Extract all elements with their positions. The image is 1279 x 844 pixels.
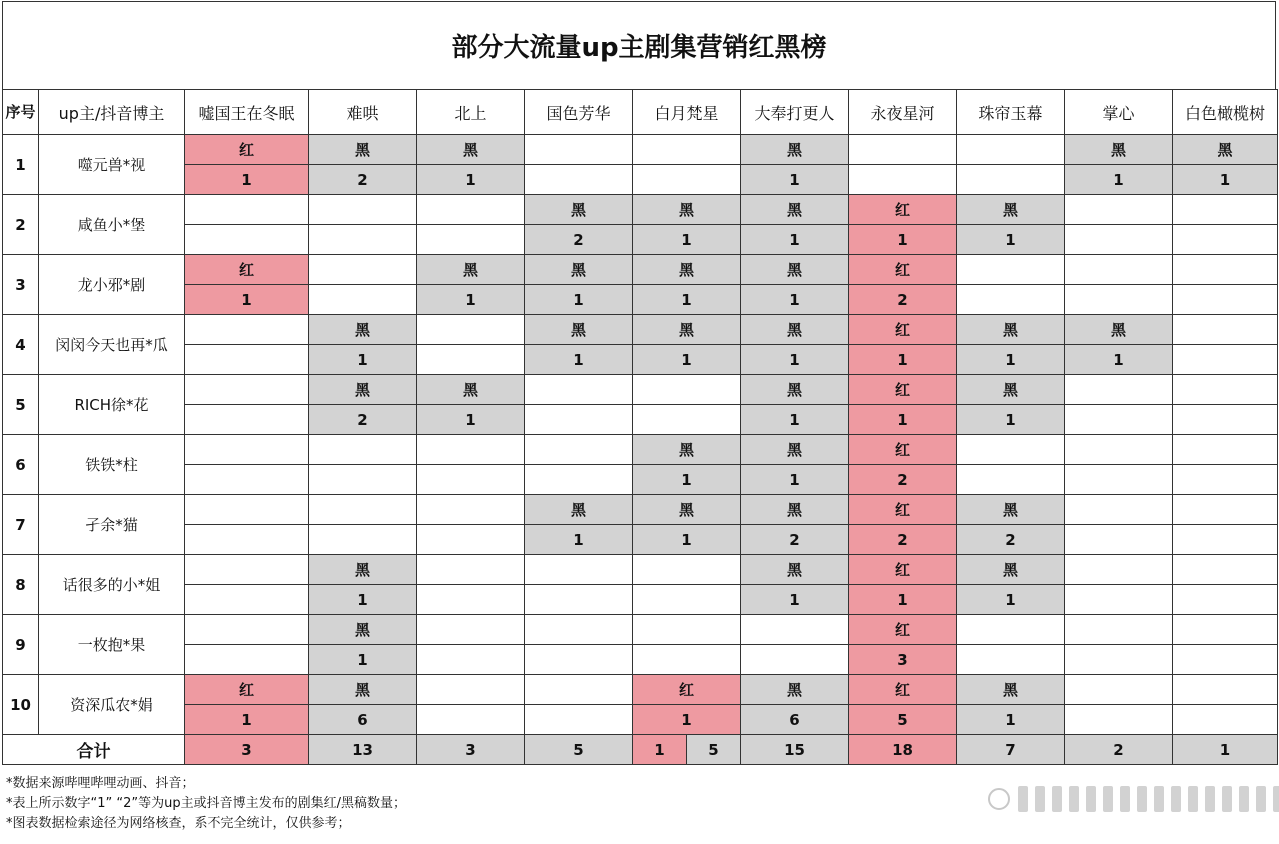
count-cell [1173,465,1278,495]
mark-cell: 黑 [741,375,849,405]
count-cell: 1 [849,225,957,255]
row-seq: 7 [3,495,39,555]
mark-cell [309,495,417,525]
total-cell: 2 [1065,735,1173,765]
mark-cell: 红 [849,555,957,585]
table-row [3,315,1278,345]
count-cell: 2 [525,225,633,255]
row-creator-name: 咸鱼小*堡 [39,195,185,255]
count-cell [417,705,525,735]
watermark-bar-icon [1239,786,1249,812]
mark-cell: 黑 [309,375,417,405]
watermark [988,786,1279,812]
watermark-bar-icon [1205,786,1215,812]
count-cell [185,645,309,675]
count-cell [1173,405,1278,435]
table-row [3,435,1278,465]
count-cell [1065,465,1173,495]
mark-cell: 红 [849,255,957,285]
mark-cell: 黑 [417,375,525,405]
mark-cell: 黑 [741,195,849,225]
header-show: 掌心 [1065,90,1173,135]
row-seq: 9 [3,615,39,675]
mark-cell [185,495,309,525]
count-cell: 1 [741,285,849,315]
mark-cell: 红 [185,255,309,285]
mark-cell [1065,495,1173,525]
header-show: 北上 [417,90,525,135]
count-cell: 1 [741,345,849,375]
footnote: *数据来源哔哩哔哩动画、抖音； [6,776,195,791]
mark-cell [957,435,1065,465]
watermark-bar-icon [1103,786,1113,812]
mark-cell: 黑 [417,255,525,285]
mark-cell [1173,315,1278,345]
count-cell [417,345,525,375]
row-creator-name: 一枚抱*果 [39,615,185,675]
watermark-bar-icon [1137,786,1147,812]
mark-cell: 黑 [741,135,849,165]
mark-cell: 黑 [741,495,849,525]
count-cell [185,465,309,495]
count-cell [1173,285,1278,315]
watermark-bar-icon [1154,786,1164,812]
mark-cell [309,195,417,225]
count-cell: 1 [741,165,849,195]
count-cell [1065,225,1173,255]
mark-cell: 黑 [633,255,741,285]
mark-cell: 黑 [741,675,849,705]
row-creator-name: 话很多的小*姐 [39,555,185,615]
total-cell: 7 [957,735,1065,765]
mark-cell: 红 [849,195,957,225]
table-row [3,585,1278,615]
count-cell: 1 [309,585,417,615]
count-cell [185,405,309,435]
mark-cell: 黑 [741,255,849,285]
watermark-bar-icon [1086,786,1096,812]
mark-cell [1173,195,1278,225]
row-seq: 10 [3,675,39,735]
table-row [3,225,1278,255]
mark-cell [633,615,741,645]
count-cell: 1 [1065,165,1173,195]
table-row [3,705,1278,735]
mark-cell: 黑 [957,375,1065,405]
total-cell: 3 [185,735,309,765]
mark-cell: 黑 [525,495,633,525]
count-cell [1173,585,1278,615]
total-cell-split [633,735,741,765]
mark-cell [633,135,741,165]
watermark-bar-icon [1120,786,1130,812]
row-creator-name: 龙小邪*剧 [39,255,185,315]
header-seq: 序号 [3,90,39,135]
row-seq: 1 [3,135,39,195]
count-cell: 2 [957,525,1065,555]
count-cell [741,645,849,675]
count-cell: 6 [741,705,849,735]
count-cell [957,285,1065,315]
count-cell [417,525,525,555]
table-row [3,375,1278,405]
mark-cell [1173,555,1278,585]
count-cell [633,585,741,615]
footnote: *图表数据检索途径为网络核查，系不完全统计，仅供参考； [6,816,351,831]
count-cell [185,525,309,555]
mark-cell: 红 [849,315,957,345]
watermark-bar-icon [1256,786,1266,812]
count-cell [185,225,309,255]
mark-cell [1173,435,1278,465]
mark-cell: 黑 [1173,135,1278,165]
mark-cell [417,495,525,525]
table-row [3,165,1278,195]
count-cell: 1 [525,285,633,315]
count-cell [525,585,633,615]
mark-cell: 红 [849,495,957,525]
mark-cell: 黑 [957,315,1065,345]
table-row [3,675,1278,705]
mark-cell: 黑 [957,555,1065,585]
mark-cell: 黑 [633,315,741,345]
header-show: 国色芳华 [525,90,633,135]
header-show: 永夜星河 [849,90,957,135]
mark-cell [417,315,525,345]
mark-cell: 红 [849,435,957,465]
total-cell: 15 [741,735,849,765]
total-cell: 5 [525,735,633,765]
header-show: 珠帘玉幕 [957,90,1065,135]
count-cell [525,645,633,675]
count-cell [1173,345,1278,375]
header-show: 嘘国王在冬眠 [185,90,309,135]
count-cell [185,345,309,375]
total-cell: 13 [309,735,417,765]
mark-cell: 黑 [525,315,633,345]
count-cell [525,705,633,735]
row-creator-name: 铁铁*柱 [39,435,185,495]
mark-cell [417,435,525,465]
watermark-bar-icon [1035,786,1045,812]
header-row [3,90,1278,135]
count-cell [1065,585,1173,615]
table-row [3,405,1278,435]
count-cell [309,465,417,495]
count-cell [309,225,417,255]
count-cell: 1 [741,405,849,435]
mark-cell: 黑 [1065,135,1173,165]
count-cell [633,405,741,435]
mark-cell [417,195,525,225]
mark-cell [957,135,1065,165]
header-show: 白月梵星 [633,90,741,135]
count-cell: 1 [417,165,525,195]
mark-cell: 黑 [309,315,417,345]
count-cell [1173,525,1278,555]
count-cell [309,525,417,555]
mark-cell [417,555,525,585]
total-row [3,735,1278,765]
mark-cell [185,195,309,225]
table-row [3,465,1278,495]
mark-cell: 黑 [957,195,1065,225]
row-seq: 3 [3,255,39,315]
count-cell [957,165,1065,195]
count-cell: 1 [957,585,1065,615]
table-row [3,135,1278,165]
mark-cell: 红 [185,675,309,705]
mark-cell [633,375,741,405]
count-cell: 1 [633,225,741,255]
count-cell: 2 [741,525,849,555]
count-cell: 5 [849,705,957,735]
header-show: 大奉打更人 [741,90,849,135]
footnote: *表上所示数字“1” “2”等为up主或抖音博主发布的剧集红/黑稿数量； [6,796,406,811]
count-cell [417,225,525,255]
mark-cell: 黑 [417,135,525,165]
table-row [3,615,1278,645]
mark-cell: 黑 [633,435,741,465]
count-cell: 1 [633,285,741,315]
count-cell: 2 [849,285,957,315]
total-black-value: 5 [686,735,740,764]
mark-cell [185,615,309,645]
watermark-bar-icon [1171,786,1181,812]
mark-cell: 红 [633,675,741,705]
count-cell [185,585,309,615]
count-cell [309,285,417,315]
mark-cell [1173,495,1278,525]
watermark-bar-icon [1018,786,1028,812]
count-cell [1173,645,1278,675]
mark-cell [525,435,633,465]
mark-cell: 黑 [633,495,741,525]
total-red-value: 1 [633,735,686,764]
table-row [3,255,1278,285]
mark-cell [525,375,633,405]
row-creator-name: 闵闵今天也再*瓜 [39,315,185,375]
row-seq: 8 [3,555,39,615]
count-cell: 1 [1173,165,1278,195]
count-cell [849,165,957,195]
count-cell [1065,285,1173,315]
row-creator-name: 资深瓜农*娟 [39,675,185,735]
count-cell: 1 [957,225,1065,255]
mark-cell: 黑 [741,315,849,345]
watermark-bar-icon [1222,786,1232,812]
mark-cell [1173,375,1278,405]
mark-cell [849,135,957,165]
mark-cell: 红 [849,615,957,645]
count-cell: 1 [417,285,525,315]
mark-cell [417,675,525,705]
mark-cell [633,555,741,585]
count-cell: 1 [633,705,741,735]
count-cell: 1 [633,525,741,555]
row-seq: 5 [3,375,39,435]
mark-cell: 红 [185,135,309,165]
mark-cell [1065,195,1173,225]
total-cell: 1 [1173,735,1278,765]
mark-cell [525,135,633,165]
count-cell: 1 [957,345,1065,375]
sheet-title: 部分大流量up主剧集营销红黑榜 [2,1,1276,89]
watermark-bar-icon [1052,786,1062,812]
mark-cell: 红 [849,375,957,405]
header-show: 白色橄榄树 [1173,90,1278,135]
count-cell: 2 [309,405,417,435]
count-cell: 3 [849,645,957,675]
count-cell [957,645,1065,675]
count-cell: 6 [309,705,417,735]
watermark-bar-icon [1273,786,1279,812]
count-cell: 1 [185,165,309,195]
mark-cell: 红 [849,675,957,705]
mark-cell [525,675,633,705]
row-creator-name: 噬元兽*视 [39,135,185,195]
mark-cell [741,615,849,645]
mark-cell: 黑 [957,675,1065,705]
mark-cell [185,555,309,585]
row-creator-name: 孑余*猫 [39,495,185,555]
table-row [3,525,1278,555]
count-cell: 1 [417,405,525,435]
count-cell [633,645,741,675]
count-cell [417,645,525,675]
table-row [3,495,1278,525]
count-cell [1173,705,1278,735]
count-cell: 2 [309,165,417,195]
mark-cell: 黑 [1065,315,1173,345]
count-cell [1173,225,1278,255]
count-cell: 1 [849,345,957,375]
row-seq: 4 [3,315,39,375]
row-seq: 2 [3,195,39,255]
count-cell: 1 [633,465,741,495]
row-seq: 6 [3,435,39,495]
count-cell: 1 [309,645,417,675]
mark-cell [185,435,309,465]
mark-cell [1173,255,1278,285]
table-row [3,345,1278,375]
count-cell [1065,705,1173,735]
mark-cell [309,255,417,285]
mark-cell: 黑 [741,555,849,585]
mark-cell: 黑 [309,615,417,645]
count-cell: 1 [633,345,741,375]
count-cell [633,165,741,195]
mark-cell [1065,255,1173,285]
mark-cell [309,435,417,465]
mark-cell [525,615,633,645]
mark-cell [185,375,309,405]
count-cell: 1 [741,585,849,615]
count-cell [417,585,525,615]
mark-cell [1173,615,1278,645]
mark-cell: 黑 [525,255,633,285]
watermark-circle-icon [988,788,1010,810]
mark-cell: 黑 [741,435,849,465]
count-cell: 1 [957,405,1065,435]
count-cell [957,465,1065,495]
count-cell [1065,645,1173,675]
count-cell [417,465,525,495]
total-label: 合计 [3,735,185,765]
count-cell: 1 [185,285,309,315]
mark-cell: 黑 [309,135,417,165]
header-creator: up主/抖音博主 [39,90,185,135]
mark-cell [1173,675,1278,705]
total-cell: 18 [849,735,957,765]
count-cell: 2 [849,525,957,555]
count-cell [1065,525,1173,555]
mark-cell: 黑 [957,495,1065,525]
mark-cell [185,315,309,345]
total-cell: 3 [417,735,525,765]
mark-cell [1065,675,1173,705]
mark-cell: 黑 [633,195,741,225]
table-row [3,195,1278,225]
mark-cell [525,555,633,585]
mark-cell [1065,435,1173,465]
count-cell: 1 [957,705,1065,735]
table-row [3,285,1278,315]
mark-cell [957,615,1065,645]
count-cell: 1 [849,405,957,435]
count-cell [1065,405,1173,435]
count-cell [525,165,633,195]
watermark-bar-icon [1069,786,1079,812]
count-cell: 1 [1065,345,1173,375]
count-cell: 1 [525,525,633,555]
mark-cell [1065,555,1173,585]
mark-cell [1065,615,1173,645]
mark-cell: 黑 [309,555,417,585]
count-cell [525,405,633,435]
count-cell: 2 [849,465,957,495]
count-cell: 1 [185,705,309,735]
row-creator-name: RICH徐*花 [39,375,185,435]
mark-cell: 黑 [525,195,633,225]
count-cell [525,465,633,495]
count-cell: 1 [309,345,417,375]
count-cell: 1 [741,465,849,495]
ranking-table [2,89,1278,765]
table-row [3,555,1278,585]
mark-cell [1065,375,1173,405]
mark-cell [957,255,1065,285]
count-cell: 1 [849,585,957,615]
table-row [3,645,1278,675]
mark-cell [417,615,525,645]
footnotes [6,774,406,834]
header-show: 难哄 [309,90,417,135]
count-cell: 1 [525,345,633,375]
count-cell: 1 [741,225,849,255]
watermark-bar-icon [1188,786,1198,812]
mark-cell: 黑 [309,675,417,705]
